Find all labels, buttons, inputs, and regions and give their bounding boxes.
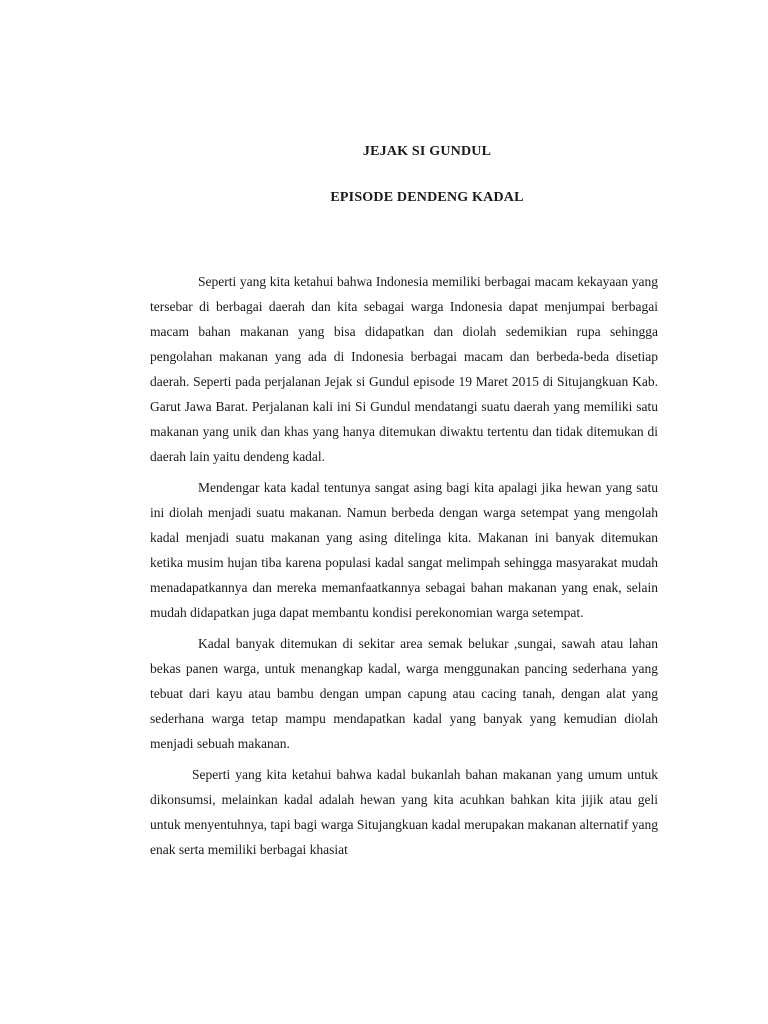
paragraph: Seperti yang kita ketahui bahwa kadal bukanlah bahan makanan yang umum untuk dikonsumsi, melainkan kadal adalah hewan yang kita acuhkan bahkan kita jijik atau geli untuk menyentuhnya, tapi bagi warga Situjangkuan kadal merupakan makanan alternatif yang enak serta memiliki berbagai khasiat (150, 767, 658, 857)
paragraph: Kadal banyak ditemukan di sekitar area semak belukar ,sungai, sawah atau lahan bekas panen warga, untuk menangkap kadal, warga menggunakan pancing sederhana yang tebuat dari kayu atau bambu dengan umpan capung atau cacing tanah, dengan alat yang sederhana warga tetap mampu mendapatkan kadal yang banyak yang kemudian diolah menjadi sebuah makanan. (150, 636, 658, 751)
paragraph: Seperti yang kita ketahui bahwa Indonesia memiliki berbagai macam kekayaan yang tersebar di berbagai daerah dan kita sebagai warga Indonesia dapat menjumpai berbagai macam bahan makanan yang bisa didapatkan dan diolah sedemikian rupa sehingga pengolahan makanan yang ada di Indonesia berbagai macam dan berbeda-beda disetiap daerah. Seperti pada perjalanan Jejak si Gundul episode 19 Maret 2015 di Situjangkuan Kab. Garut Jawa Barat. Perjalanan kali ini Si Gundul mendatangi suatu daerah yang memiliki satu makanan yang unik dan khas yang hanya ditemukan diwaktu tertentu dan tidak ditemukan di daerah lain yaitu dendeng kadal. (150, 274, 658, 464)
document-body (150, 269, 658, 868)
document-subtitle: EPISODE DENDENG KADAL (330, 190, 524, 205)
paragraph: Mendengar kata kadal tentunya sangat asing bagi kita apalagi jika hewan yang satu ini diolah menjadi suatu makanan. Namun berbeda dengan warga setempat yang mengolah kadal menjadi suatu makanan yang asing ditelinga kita. Makanan ini banyak ditemukan ketika musim hujan tiba karena populasi kadal sangat melimpah sehingga masyarakat mudah menadapatkannya dan mereka memanfaatkannya sebagai bahan makanan yang enak, selain mudah didapatkan juga dapat membantu kondisi perekonomian warga setempat. (150, 480, 658, 620)
document-title: JEJAK SI GUNDUL (362, 144, 492, 159)
